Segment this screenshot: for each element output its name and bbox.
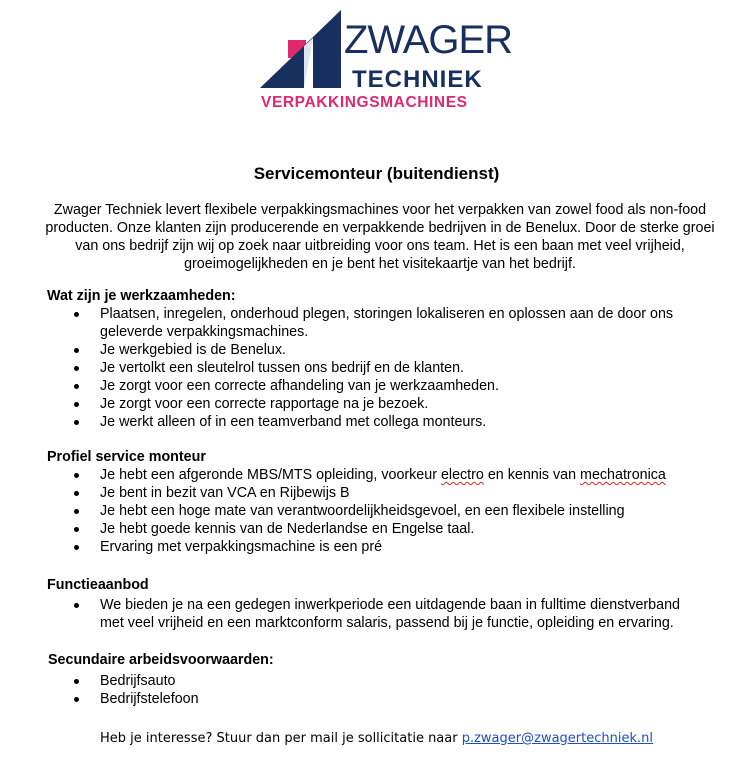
list-item — [0, 395, 700, 413]
list-item-text: Je werkgebied is de Benelux. — [100, 342, 286, 358]
tasks-heading: Wat zijn je werkzaamheden: — [47, 288, 236, 304]
list-item — [0, 484, 700, 502]
offer-heading: Functieaanbod — [47, 577, 149, 593]
list-item — [0, 359, 700, 377]
benefits-heading: Secundaire arbeidsvoorwaarden: — [48, 652, 274, 668]
logo-text-techniek: TECHNIEK — [352, 66, 483, 93]
bullet-icon — [74, 473, 79, 478]
list-item — [0, 305, 700, 341]
list-item-text: Bedrijfstelefoon — [100, 691, 199, 707]
profile-heading: Profiel service monteur — [47, 449, 206, 465]
bullet-icon — [74, 348, 79, 353]
list-item-text: Plaatsen, inregelen, onderhoud plegen, storingen lokaliseren en oplossen aan de door ons geleverde verpakkingsmachines. — [100, 306, 674, 340]
bullet-icon — [74, 366, 79, 371]
list-item — [0, 538, 700, 556]
list-item — [0, 502, 700, 520]
spellcheck-word: electro — [440, 467, 484, 483]
logo-text-verpakkingsmachines: VERPAKKINGSMACHINES — [261, 94, 468, 111]
list-item — [0, 341, 700, 359]
list-item-text: Je hebt een afgeronde MBS/MTS opleiding, voorkeur — [100, 467, 441, 483]
bullet-icon — [74, 527, 79, 532]
list-item — [0, 690, 700, 708]
bullet-icon — [74, 491, 79, 496]
bullet-icon — [74, 679, 79, 684]
profile-list — [0, 466, 700, 556]
offer-list — [0, 596, 700, 632]
bullet-icon — [74, 420, 79, 425]
list-item-text: Je zorgt voor een correcte afhandeling van je werkzaamheden. — [100, 378, 499, 394]
bullet-icon — [74, 402, 79, 407]
bullet-icon — [74, 545, 79, 550]
list-item-text: We bieden je na een gedegen inwerkperiode een uitdagende baan in fulltime dienstverband met veel vrijheid en een marktconform salaris, passend bij je functie, opleiding en ervaring. — [100, 597, 680, 631]
bullet-icon — [74, 603, 79, 608]
job-title: Servicemonteur (buitendienst) — [253, 164, 500, 183]
company-logo — [258, 8, 513, 116]
spellcheck-word: mechatronica — [580, 467, 666, 483]
bullet-icon — [74, 509, 79, 514]
tasks-list — [0, 305, 700, 431]
intro-paragraph: Zwager Techniek levert flexibele verpakkingsmachines voor het verpakken van zowel food als non-food producten. Onze klanten zijn producerende en verpakkende bedrijven in de Benelux. Door de sterke groei van ons bedrijf zijn wij op zoek naar uitbreiding voor ons team. Het is een baan met veel vrijheid, groeimogelijkheden en je bent het visitekaartje van het bedrijf. — [45, 202, 715, 272]
list-item — [0, 377, 700, 395]
email-link[interactable]: p.zwager@zwagertechniek.nl — [461, 731, 653, 746]
list-item-text: en kennis van — [483, 467, 581, 483]
list-item — [0, 596, 700, 632]
list-item-text: Je werkt alleen of in een teamverband met collega monteurs. — [100, 414, 487, 430]
list-item-text: Je vertolkt een sleutelrol tussen ons bedrijf en de klanten. — [100, 360, 464, 376]
list-item — [0, 672, 700, 690]
list-item-text: Je zorgt voor een correcte rapportage na je bezoek. — [100, 396, 429, 412]
list-item — [0, 466, 700, 484]
list-item-text: Je bent in bezit van VCA en Rijbewijs B — [100, 485, 350, 501]
list-item-text: Je hebt een hoge mate van verantwoordelijkheidsgevoel, en een flexibele instelling — [100, 503, 625, 519]
list-item-text: Je hebt goede kennis van de Nederlandse en Engelse taal. — [100, 521, 475, 537]
bullet-icon — [74, 384, 79, 389]
list-item — [0, 520, 700, 538]
list-item-text: Bedrijfsauto — [100, 673, 176, 689]
benefits-list — [0, 672, 700, 708]
bullet-icon — [74, 312, 79, 317]
list-item-text: Ervaring met verpakkingsmachine is een pré — [100, 539, 383, 555]
closing-text: Heb je interesse? Stuur dan per mail je sollicitatie naar — [100, 731, 462, 746]
closing-line — [0, 730, 753, 748]
logo-text-zwager: ZWAGER — [344, 18, 513, 62]
list-item — [0, 413, 700, 431]
bullet-icon — [74, 697, 79, 702]
